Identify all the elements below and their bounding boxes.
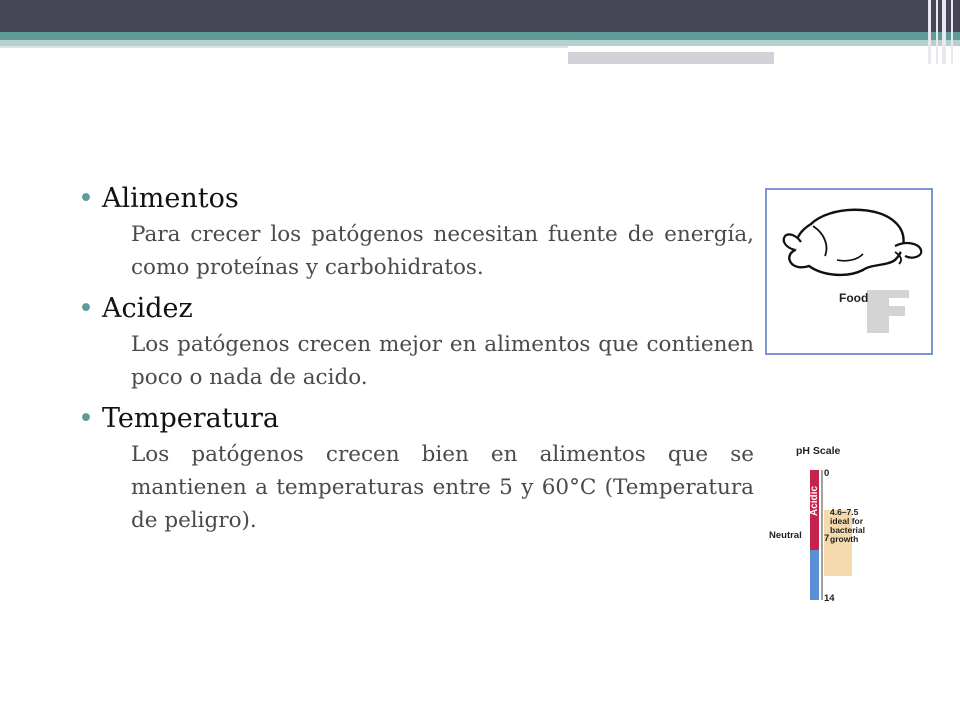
alkaline-bar xyxy=(810,550,819,600)
tick-14: 14 xyxy=(824,593,835,604)
decor-vline xyxy=(951,0,953,64)
acidic-label: Acidic xyxy=(809,485,820,516)
heading-alimentos: Alimentos xyxy=(102,183,239,214)
text-temperatura: Los patógenos crecen bien en alimentos que se mantienen a temperaturas entre 5 y 60°C (Temperatura de peligro). xyxy=(131,442,754,533)
bullet-heading xyxy=(78,290,754,328)
tick-7: 7 xyxy=(824,533,830,544)
accent-stripe-pale xyxy=(0,46,568,48)
bullet-dot: • xyxy=(78,183,94,214)
decor-line xyxy=(568,48,888,50)
heading-acidez: Acidez xyxy=(102,293,193,324)
alkaline-label: Alkaline xyxy=(799,563,810,602)
accent-stripe xyxy=(0,32,960,40)
decor-vline xyxy=(928,0,931,64)
bullet-dot: • xyxy=(78,293,94,324)
bullet-dot: • xyxy=(78,403,94,434)
food-letter-shape xyxy=(867,290,909,333)
bullet-heading xyxy=(78,400,754,438)
text-acidez: Los patógenos crecen mejor en alimentos que contienen poco o nada de acido. xyxy=(131,332,754,390)
ideal-text-3: growth xyxy=(830,534,859,544)
decor-shade xyxy=(568,52,774,64)
food-illustration xyxy=(767,190,931,353)
food-label: Food xyxy=(839,291,869,305)
decor-vline xyxy=(936,0,938,64)
tick-0: 0 xyxy=(824,468,830,479)
ideal-text-2: bacterial xyxy=(830,525,865,535)
poultry-body-icon xyxy=(789,210,903,275)
heading-temperatura: Temperatura xyxy=(102,403,280,434)
slide-body xyxy=(78,180,754,543)
bullet-heading xyxy=(78,180,754,218)
ideal-text-1: ideal for xyxy=(830,516,864,526)
neutral-label: Neutral xyxy=(769,530,802,541)
ph-title: pH Scale xyxy=(796,445,841,457)
title-bar xyxy=(0,0,960,32)
decor-vline xyxy=(942,0,946,64)
food-figure xyxy=(765,188,933,355)
ideal-range: 4.6–7.5 xyxy=(830,507,859,517)
ph-scale-figure xyxy=(760,440,865,610)
text-alimentos: Para crecer los patógenos necesitan fuente de energía, como proteínas y carbohidratos. xyxy=(131,222,754,280)
